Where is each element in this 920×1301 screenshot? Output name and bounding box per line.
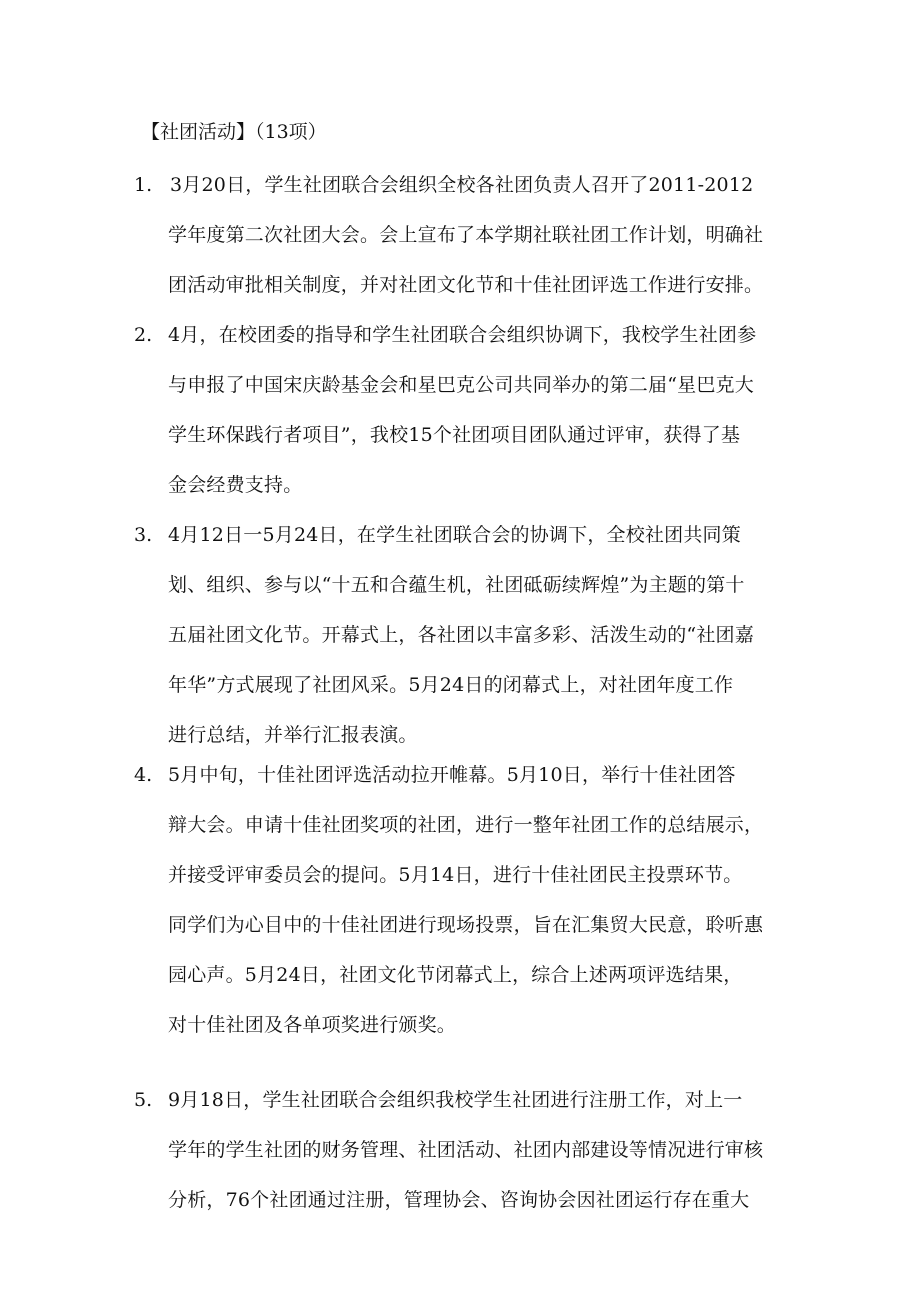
- item-text-line: 金会经费支持。: [168, 474, 303, 496]
- item-text-line: 与申报了中国宋庆龄基金会和星巴克公司共同举办的第二届“星巴克大: [168, 374, 754, 396]
- item-text-line: 五届社团文化节。开幕式上，各社团以丰富多彩、活泼生动的“社团嘉: [168, 624, 754, 646]
- item-text-line: 划、组织、参与以“十五和合蕴生机，社团砥砺续辉煌”为主题的第十: [168, 574, 745, 596]
- item-text-line: 对十佳社团及各单项奖进行颁奖。: [168, 1014, 457, 1036]
- item-text-line: 4月12日一5月24日，在学生社团联合会的协调下，全校社团共同策: [168, 524, 741, 546]
- item-text-line: 学年的学生社团的财务管理、社团活动、社团内部建设等情况进行审核: [168, 1139, 764, 1161]
- item-text-line: 同学们为心目中的十佳社团进行现场投票，旨在汇集贸大民意，聆听惠: [168, 914, 764, 936]
- item-text-line: 分析，76个社团通过注册，管理协会、咨询协会因社团运行存在重大: [168, 1189, 750, 1211]
- item-text-line: 3月20日，学生社团联合会组织全校各社团负责人召开了2011-2012: [170, 174, 754, 196]
- item-number: 5.: [134, 1089, 153, 1111]
- item-text-line: 4月，在校团委的指导和学生社团联合会组织协调下，我校学生社团参: [168, 324, 757, 346]
- item-number: 1.: [134, 174, 153, 196]
- list-item: [134, 310, 802, 510]
- item-text-line: 学年度第二次社团大会。会上宣布了本学期社联社团工作计划，明确社: [168, 224, 764, 246]
- item-text-line: 园心声。5月24日，社团文化节闭幕式上，综合上述两项评选结果，: [168, 964, 743, 986]
- item-text-line: 团活动审批相关制度，并对社团文化节和十佳社团评选工作进行安排。: [168, 274, 764, 296]
- section-heading: 【社团活动】（13项）: [141, 121, 327, 143]
- item-text-line: 5月中旬，十佳社团评选活动拉开帷幕。5月10日，举行十佳社团答: [168, 764, 736, 786]
- item-number: 3.: [134, 524, 153, 546]
- list-item: [134, 160, 802, 310]
- list-item: [134, 750, 802, 1050]
- item-text-line: 年华”方式展现了社团风采。5月24日的闭幕式上，对社团年度工作: [168, 674, 734, 696]
- list-item: [134, 1075, 802, 1225]
- item-text-line: 学生环保践行者项目”，我校15个社团项目团队通过评审，获得了基: [168, 424, 741, 446]
- item-text-line: 9月18日，学生社团联合会组织我校学生社团进行注册工作，对上一: [168, 1089, 743, 1111]
- item-text-line: 并接受评审委员会的提问。5月14日，进行十佳社团民主投票环节。: [168, 864, 743, 886]
- item-number: 2.: [134, 324, 153, 346]
- item-text-line: 进行总结，并举行汇报表演。: [168, 724, 418, 746]
- item-number: 4.: [134, 764, 153, 786]
- item-text-line: 辩大会。申请十佳社团奖项的社团，进行一整年社团工作的总结展示，: [168, 814, 764, 836]
- list-item: [134, 510, 802, 760]
